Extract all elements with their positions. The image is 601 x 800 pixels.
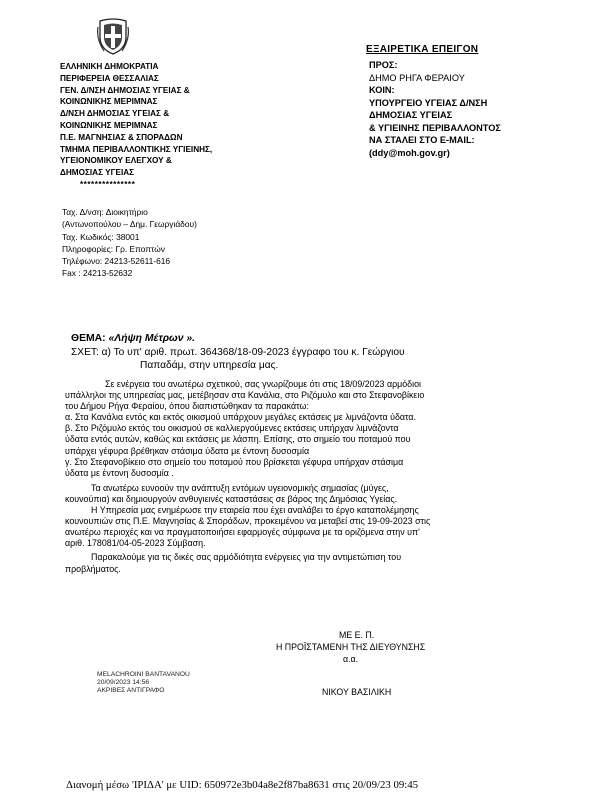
contact-line: Ταχ. Κωδικός: 38001 — [62, 231, 140, 242]
subject-line — [71, 333, 195, 344]
body-line: Σε ενέργεια του ανωτέρω σχετικού, σας γνωρίζουμε ότι στις 18/09/2023 αρμόδιοι — [105, 379, 422, 389]
body-line: προβλήματος. — [65, 563, 121, 574]
contact-line: Ταχ. Δ/νση: Διοικητήριο — [62, 207, 148, 217]
cc-label: ΚΟΙΝ: — [369, 85, 395, 95]
cc-line: ΔΗΜΟΣΙΑΣ ΥΓΕΙΑΣ — [369, 110, 453, 120]
sender-line: ΕΛΛΗΝΙΚΗ ΔΗΜΟΚΡΑΤΙΑ — [60, 62, 159, 71]
body-line: του Δήμου Ρήγα Φεραίου, όπου διαπιστώθηκαν τα παρακάτω: — [65, 401, 309, 412]
contact-block — [62, 206, 197, 280]
body-line: Τα ανωτέρω ευνοούν την ανάπτυξη εντόμων υγειονομικής σημασίας (μύγες, — [91, 482, 389, 493]
body-line: γ. Στο Στεφανοβίκειο στο σημείο του ποταμού που βρίσκεται γέφυρα υπήρχαν στάσιμα — [65, 456, 404, 467]
cc-email: (ddy@moh.gov.gr) — [369, 147, 450, 158]
sender-line: ΠΕΡΙΦΕΡΕΙΑ ΘΕΣΣΑΛΙΑΣ — [60, 73, 159, 83]
body-line: Παρακαλούμε για τις δικές σας αρμόδιότητα ενέργειες για την αντιμετώπιση του — [91, 552, 402, 563]
contact-line: Τηλέφωνο: 24213-52611-616 — [62, 256, 171, 267]
signature-name: ΝΙΚΟΥ ΒΑΣΙΛΙΚΗ — [322, 687, 392, 697]
subject-label: ΘΕΜΑ: — [71, 333, 109, 344]
sender-line: Π.Ε. ΜΑΓΝΗΣΙΑΣ & ΣΠΟΡΑΔΩΝ — [60, 132, 183, 142]
contact-line: Πληροφορίες: Γρ. Εποπτών — [62, 243, 165, 254]
urgent-label: ΕΞΑΙΡΕΤΙΚΑ ΕΠΕΙΓΟΝ — [366, 44, 479, 55]
body-line: υπάλληλοι της υπηρεσίας μας, μετέβησαν στα Κανάλια, στο Ριζόμυλο και στο Στεφανοβίκειο — [65, 390, 425, 401]
certified-copy-stamp — [97, 671, 190, 696]
to-label: ΠΡΟΣ: — [369, 60, 398, 70]
body-line: κουνούπια) και δημιουργούν ανθυγιεινές καταστάσεις σε βάρος της Δημόσιας Υγείας. — [65, 493, 398, 504]
sender-line: ΥΓΕΙΟΝΟΜΙΚΟΥ ΕΛΕΓΧΟΥ & — [60, 156, 172, 166]
reference-block — [71, 346, 405, 372]
sender-line: ΚΟΙΝΩΝΙΚΗΣ ΜΕΡΙΜΝΑΣ — [60, 97, 158, 107]
reference-line: ΣΧΕΤ: α) Το υπ' αριθ. πρωτ. 364368/18-09-2023 έγγραφο του κ. Γεώργιου — [71, 347, 405, 358]
cc-line: ΝΑ ΣΤΑΛΕΙ ΣΤΟ E-MAIL: — [369, 135, 475, 145]
body-line: αριθ. 178081/04-05-2023 Σύμβαση. — [65, 538, 206, 549]
signature-aa: α.α. — [343, 654, 359, 664]
stamp-datetime: 20/09/2023 14:56 — [97, 679, 150, 687]
body-line: κουνουπιών στις Π.Ε. Μαγνησίας & Σποράδων, προκειμένου να μεταβεί στις 19-09-2023 στις — [65, 516, 431, 527]
cc-line: ΥΠΟΥΡΓΕΙΟ ΥΓΕΙΑΣ Δ/ΝΣΗ — [369, 97, 488, 108]
reference-line: Παπαδάμ, στην υπηρεσία μας. — [140, 360, 279, 371]
body-line: ανωτέρω περιοχές και να πραγματοποιήσει εφαρμογές σύμφωνα με τα οριζόμενα στην υπ' — [65, 527, 420, 538]
stars-divider: *************** — [80, 179, 136, 189]
body-line: ύδατα με έντονη δυσοσμία . — [65, 467, 174, 478]
signature-me-ep: ΜΕ Ε. Π. — [339, 630, 375, 640]
sender-block — [60, 61, 212, 191]
body-line: ύδατα εντός αυτών, καθώς και εκτάσεις με λάσπη. Επίσης, στο σημείο του ποταμού που — [65, 434, 411, 445]
stamp-label: ΑΚΡΙΒΕΣ ΑΝΤΙΓΡΑΦΟ — [97, 687, 165, 695]
subject-title: «Λήψη Μέτρων ». — [108, 333, 196, 344]
recipients-block — [369, 59, 501, 159]
cc-line: & ΥΓΙΕΙΝΗΣ ΠΕΡΙΒΑΛΛΟΝΤΟΣ — [369, 122, 501, 133]
sender-line: ΤΜΗΜΑ ΠΕΡΙΒΑΛΛΟΝΤΙΚΗΣ ΥΓΙΕΙΝΗΣ, — [60, 144, 213, 154]
body-line: α. Στα Κανάλια εντός και εκτός οικισμού υπάρχουν μεγάλες εκτάσεις με λιμνάζοντα ύδατα. — [65, 412, 417, 423]
to-recipient: ΔΗΜΟ ΡΗΓΑ ΦΕΡΑΙΟΥ — [369, 72, 465, 83]
contact-line: Fax : 24213-52632 — [62, 268, 133, 279]
body-line: υπάρχει γέφυρα βρέθηκαν στάσιμα ύδατα με έντονη δυσοσμία — [65, 445, 310, 456]
stamp-name: MELACHROINI BANTAVANOU — [97, 671, 190, 678]
signature-title: Η ΠΡΟΪΣΤΑΜΕΝΗ ΤΗΣ ΔΙΕΥΘΥΝΣΗΣ — [276, 642, 426, 652]
greek-coat-of-arms-icon — [96, 17, 130, 55]
body-line: β. Στο Ριζόμυλο εκτός του οικισμού σε καλλιεργούμενες εκτάσεις υπήρχαν λιμνάζοντα — [65, 423, 399, 434]
distribution-footer: Διανομή μέσω 'ΙΡΙΔΑ' με UID: 650972e3b04a8e2f87ba8631 στις 20/09/23 09:45 — [66, 779, 419, 791]
sender-line: ΔΗΜΟΣΙΑΣ ΥΓΕΙΑΣ — [60, 168, 135, 178]
sender-line: Δ/ΝΣΗ ΔΗΜΟΣΙΑΣ ΥΓΕΙΑΣ & — [60, 109, 170, 119]
sender-line: ΓΕΝ. Δ/ΝΣΗ ΔΗΜΟΣΙΑΣ ΥΓΕΙΑΣ & — [60, 85, 190, 95]
body-text — [65, 379, 530, 575]
body-line: Η Υπηρεσία μας ενημέρωσε την εταιρεία που έχει αναλάβει το έργο καταπολέμησης — [91, 505, 419, 516]
sender-line: ΚΟΙΝΩΝΙΚΗΣ ΜΕΡΙΜΝΑΣ — [60, 120, 158, 130]
contact-line: (Αντωνοπούλου – Δημ. Γεωργιάδου) — [62, 219, 197, 230]
